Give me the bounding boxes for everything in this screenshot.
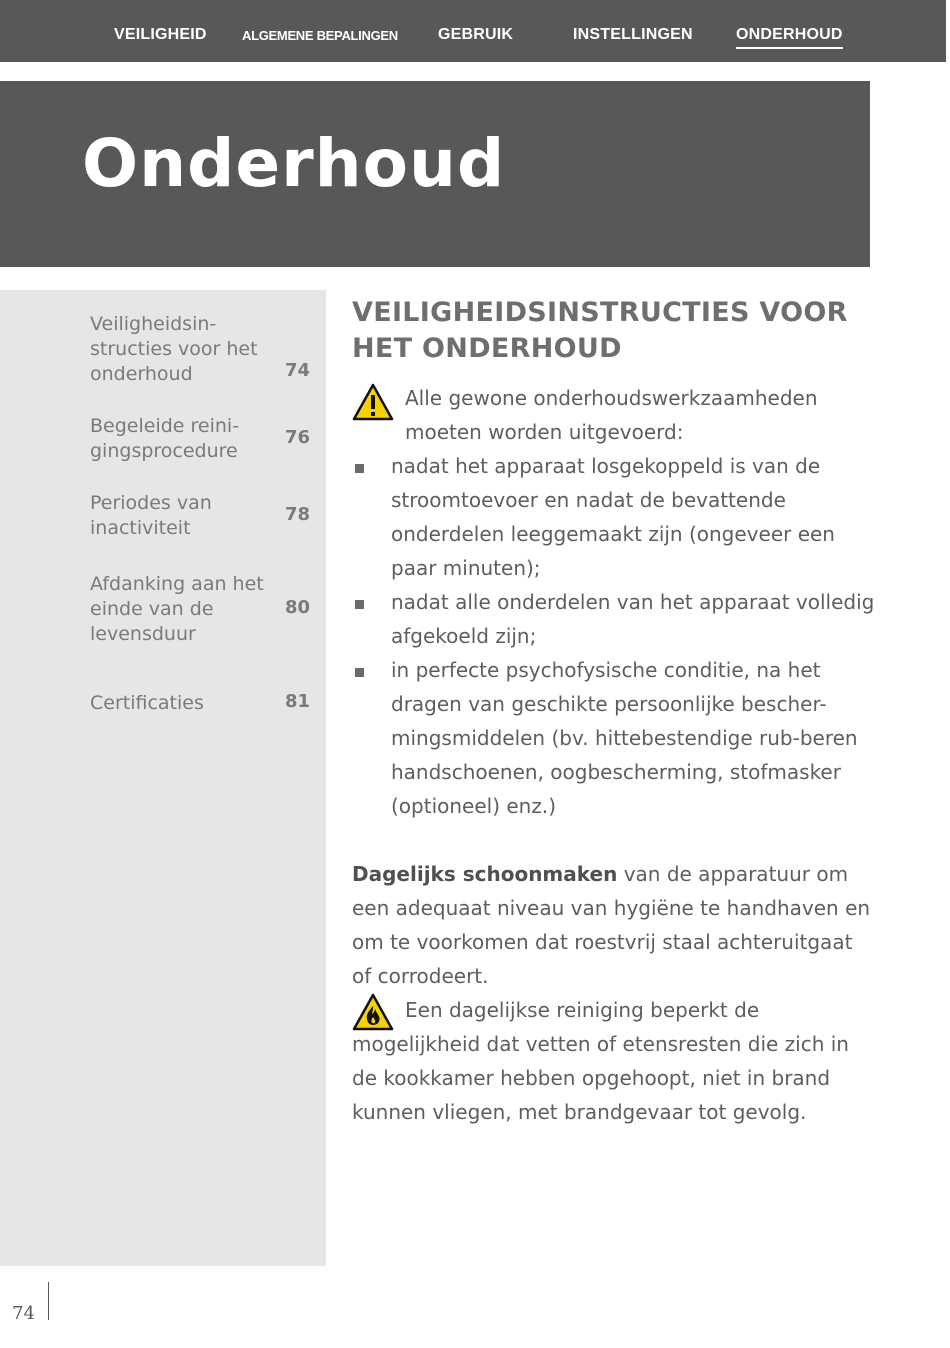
list-item-text: nadat het apparaat losgekoppeld is van de stroomtoevoer en nadat de bevattende onderdelen leeggemaakt zijn (ongeveer een paar minuten); xyxy=(391,454,835,580)
warning-intro-text: Alle gewone onderhoudswerkzaamheden moeten worden uitgevoerd: xyxy=(405,386,818,444)
toc-entry[interactable] xyxy=(90,572,310,647)
list-item-text: in perfecte psychofysische conditie, na het dragen van geschikte persoonlijke bescher-mingsmiddelen (bv. hittebestendige rub-beren handschoenen, oogbescherming, stofmasker (optioneel) enz.) xyxy=(391,658,858,818)
chapter-banner xyxy=(0,81,870,267)
page-number-divider xyxy=(48,1282,49,1320)
nav-item-algemene-bepalingen[interactable]: ALGEMENE BEPALINGEN xyxy=(242,28,398,43)
toc-entry-label: Veiligheidsin-structies voor het onderhoud xyxy=(90,313,258,385)
toc-entry[interactable] xyxy=(90,312,310,387)
toc-entry-label: Afdanking aan het einde van de levensduur xyxy=(90,573,264,645)
bullet-square-icon xyxy=(355,600,364,609)
list-item xyxy=(352,653,877,823)
toc-sidebar xyxy=(0,290,326,1266)
fire-warning-block xyxy=(352,993,877,1129)
nav-item-instellingen[interactable]: INSTELLINGEN xyxy=(573,26,693,43)
nav-item-veiligheid[interactable]: VEILIGHEID xyxy=(114,26,207,43)
list-item xyxy=(352,585,877,653)
toc-entry-label: Begeleide reini-gingsprocedure xyxy=(90,415,240,462)
toc-entry-label: Periodes van inactiviteit xyxy=(90,492,212,539)
top-navigation xyxy=(0,0,950,62)
toc-entry-page: 80 xyxy=(284,597,310,618)
daily-cleaning-bold: Dagelijks schoonmaken xyxy=(352,862,618,886)
chapter-title: Onderhoud xyxy=(82,125,506,202)
toc-entry[interactable] xyxy=(90,414,310,464)
main-content xyxy=(352,295,877,1129)
toc-entry-page: 74 xyxy=(284,360,310,381)
fire-hazard-icon xyxy=(352,993,394,1031)
list-item-text: nadat alle onderdelen van het apparaat volledig afgekoeld zijn; xyxy=(391,590,875,648)
toc-entry-label: Certificaties xyxy=(90,692,204,714)
page-number: 74 xyxy=(12,1303,35,1324)
toc-entry-page: 81 xyxy=(284,691,310,712)
section-title: VEILIGHEIDSINSTRUCTIES VOOR HET ONDERHOUD xyxy=(352,297,848,364)
toc-entry-page: 78 xyxy=(284,504,310,525)
bullet-square-icon xyxy=(355,668,364,677)
bullet-square-icon xyxy=(355,464,364,473)
toc-entry[interactable] xyxy=(90,691,310,716)
fire-warning-text: Een dagelijkse reiniging beperkt de mogelijkheid dat vetten of etensresten die zich in de kookkamer hebben opgehoopt, niet in brand kunnen vliegen, met brandgevaar tot gevolg. xyxy=(352,998,849,1124)
daily-cleaning-paragraph xyxy=(352,857,877,993)
bullet-list xyxy=(352,449,877,823)
warning-triangle-icon xyxy=(352,383,394,421)
nav-item-onderhoud[interactable]: ONDERHOUD xyxy=(736,26,843,49)
toc-entry-page: 76 xyxy=(284,427,310,448)
warning-block xyxy=(352,381,877,449)
nav-edge-divider xyxy=(946,0,950,62)
nav-item-gebruik[interactable]: GEBRUIK xyxy=(438,26,514,43)
daily-cleaning-text: van de apparatuur om een adequaat niveau van hygiëne te handhaven en om te voorkomen dat roestvrij staal achteruitgaat of corrodeert. xyxy=(352,862,871,988)
toc-entry[interactable] xyxy=(90,491,310,541)
list-item xyxy=(352,449,877,585)
